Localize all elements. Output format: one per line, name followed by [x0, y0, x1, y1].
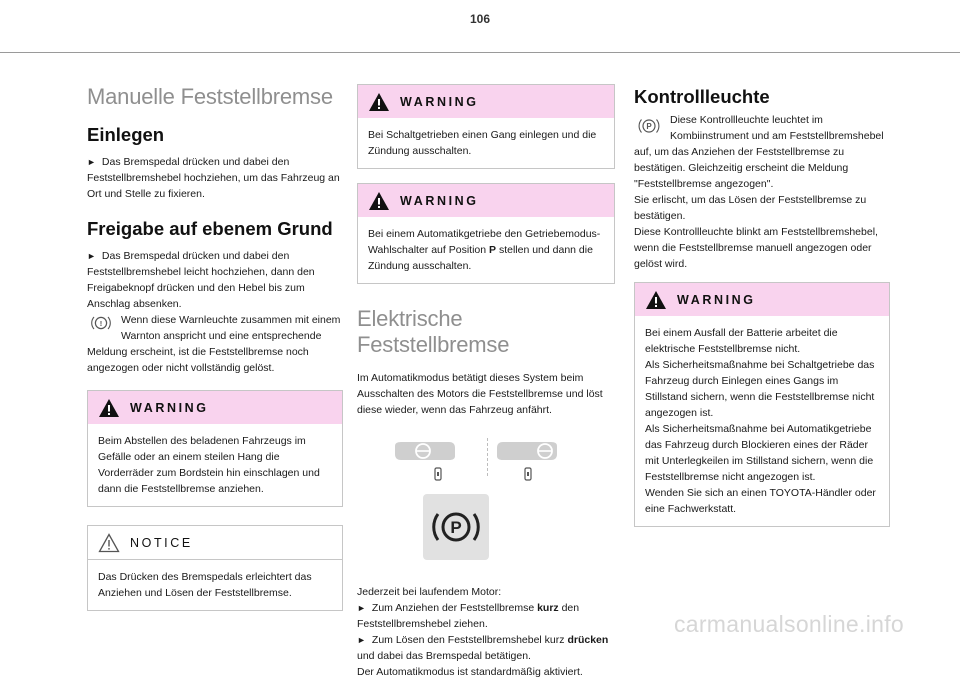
- freigabe-lamp-text: Wenn diese Warnleuchte zusammen mit einem Warnton anspricht und eine entsprechende Meldung erscheint, ist die Feststellbremse noch angezogen oder nicht vollständig gelöst.: [87, 314, 341, 374]
- warning-text: Bei einem Automatikgetriebe den Getriebemodus-Wahlschalter auf Position P stellen und dann die Zündung ausschalten.: [368, 228, 601, 272]
- default-note: Der Automatikmodus ist standardmäßig aktiviert.: [357, 666, 583, 678]
- column-2: [357, 84, 615, 680]
- warning-header: [88, 391, 342, 424]
- notice-text: Das Drücken des Bremspedals erleichtert das Anziehen und Lösen der Feststellbremse.: [98, 571, 312, 599]
- steering-wheel-right-hand-drive-icon: [495, 440, 561, 484]
- warning-line: Wenden Sie sich an einen TOYOTA-Händler oder eine Fachwerkstatt.: [645, 487, 876, 515]
- heading-freigabe: Freigabe auf ebenem Grund: [87, 218, 333, 239]
- lamp-text-2: Sie erlischt, um das Lösen der Feststellbremse zu bestätigen.: [634, 194, 867, 222]
- notice-header: [88, 526, 342, 560]
- einlegen-text: Das Bremspedal drücken und dabei den Feststellbremshebel hochziehen, um das Fahrzeug an Ort und Stelle zu fixieren.: [87, 156, 340, 200]
- warning-box-automatic: [357, 183, 615, 284]
- release-step: ► Zum Lösen den Feststellbremshebel kurz drücken und dabei das Bremspedal betätigen.: [357, 634, 609, 662]
- notice-triangle-icon: [98, 533, 120, 553]
- column-1: [87, 76, 343, 611]
- warning-label: WARNING: [677, 292, 756, 307]
- lamp-text-3: Diese Kontrollleuchte blinkt am Feststellbremshebel, wenn die Feststellbremse manuell angezogen oder gelöst wird.: [634, 226, 878, 270]
- header-rule: [0, 52, 960, 53]
- lamp-text: Diese Kontrollleuchte leuchtet im Kombiinstrument und am Feststellbremshebel auf, um das Anziehen der Feststellbremse zu bestätigen. Gleichzeitig erscheint die Meldung "Feststellbremse angezogen".: [634, 114, 884, 190]
- svg-text:P: P: [450, 518, 462, 537]
- running-label: Jederzeit bei laufendem Motor:: [357, 586, 502, 598]
- column-3: [634, 86, 890, 527]
- warning-header: [358, 85, 614, 118]
- notice-box: [87, 525, 343, 611]
- warning-triangle-icon: [98, 398, 120, 418]
- page-number: 106: [469, 12, 491, 26]
- figure-divider: [487, 438, 488, 476]
- lamp-para: [634, 112, 890, 192]
- warning-line: Bei einem Ausfall der Batterie arbeitet die elektrische Feststellbremse nicht.: [645, 327, 838, 355]
- watermark: carmanualsonline.info: [673, 611, 904, 637]
- warning-box-manual-gearbox: [357, 84, 615, 169]
- section-title-manual: Manuelle Feststellbremse: [87, 84, 333, 109]
- section-title-electric: Elektrische Feststellbremse: [357, 306, 510, 357]
- warning-box-slope: [87, 390, 343, 507]
- svg-text:!: !: [99, 318, 103, 328]
- warning-label: WARNING: [400, 94, 479, 109]
- warning-line: Als Sicherheitsmaßnahme bei Schaltgetriebe das Fahrzeug durch Einlegen eines Gangs im Stillstand sichern, wenn die Feststellbremse nicht angezogen ist.: [645, 359, 875, 419]
- warning-line: Als Sicherheitsmaßnahme bei Automatikgetriebe das Fahrzeug durch Blockieren eines der Räder mit Unterlegkeilen im Stillstand sichern, wenn die Feststellbremse nicht angezogen ist.: [645, 423, 874, 483]
- parking-brake-figure: [357, 432, 615, 592]
- parking-brake-button: [423, 494, 489, 560]
- freigabe-lamp-para: [87, 312, 343, 376]
- warning-label: WARNING: [400, 193, 479, 208]
- warning-triangle-icon: [645, 290, 667, 310]
- warning-text: Bei Schaltgetrieben einen Gang einlegen und die Zündung ausschalten.: [368, 129, 597, 157]
- arrow-icon: ►: [87, 157, 96, 167]
- arrow-icon: ►: [357, 635, 366, 645]
- warning-header: [635, 283, 889, 316]
- apply-step: ► Zum Anziehen der Feststellbremse kurz den Feststellbremshebel ziehen.: [357, 602, 580, 630]
- warning-label: WARNING: [130, 400, 209, 415]
- steering-wheel-left-hand-drive-icon: [391, 440, 457, 484]
- warning-triangle-icon: [368, 191, 390, 211]
- svg-text:P: P: [646, 122, 652, 131]
- freigabe-text: Das Bremspedal drücken und dabei den Feststellbremshebel leicht hochziehen, dann den Freigabeknopf drücken und den Hebel bis zum Anschlag absenken.: [87, 250, 315, 310]
- electric-intro: Im Automatikmodus betätigt dieses System beim Ausschalten des Motors die Feststellbremse und löst diese wieder, wenn das Fahrzeug anfährt.: [357, 372, 603, 416]
- notice-label: NOTICE: [130, 535, 193, 550]
- brake-lamp-icon: [89, 314, 113, 332]
- freigabe-step: [87, 248, 343, 312]
- heading-einlegen: Einlegen: [87, 124, 165, 145]
- heading-kontrollleuchte: Kontrollleuchte: [634, 86, 770, 107]
- warning-text: Beim Abstellen des beladenen Fahrzeugs im Gefälle oder an einem steilen Hang die Vorderräder zum Bordstein hin einschlagen und dann die Feststellbremse anziehen.: [98, 435, 320, 495]
- warning-box-battery: [634, 282, 890, 527]
- arrow-icon: ►: [87, 251, 96, 261]
- arrow-icon: ►: [357, 603, 366, 613]
- einlegen-step: [87, 154, 343, 202]
- parking-brake-button-icon: [423, 494, 489, 560]
- warning-header: [358, 184, 614, 217]
- warning-triangle-icon: [368, 92, 390, 112]
- parking-brake-lamp-icon: [636, 116, 662, 136]
